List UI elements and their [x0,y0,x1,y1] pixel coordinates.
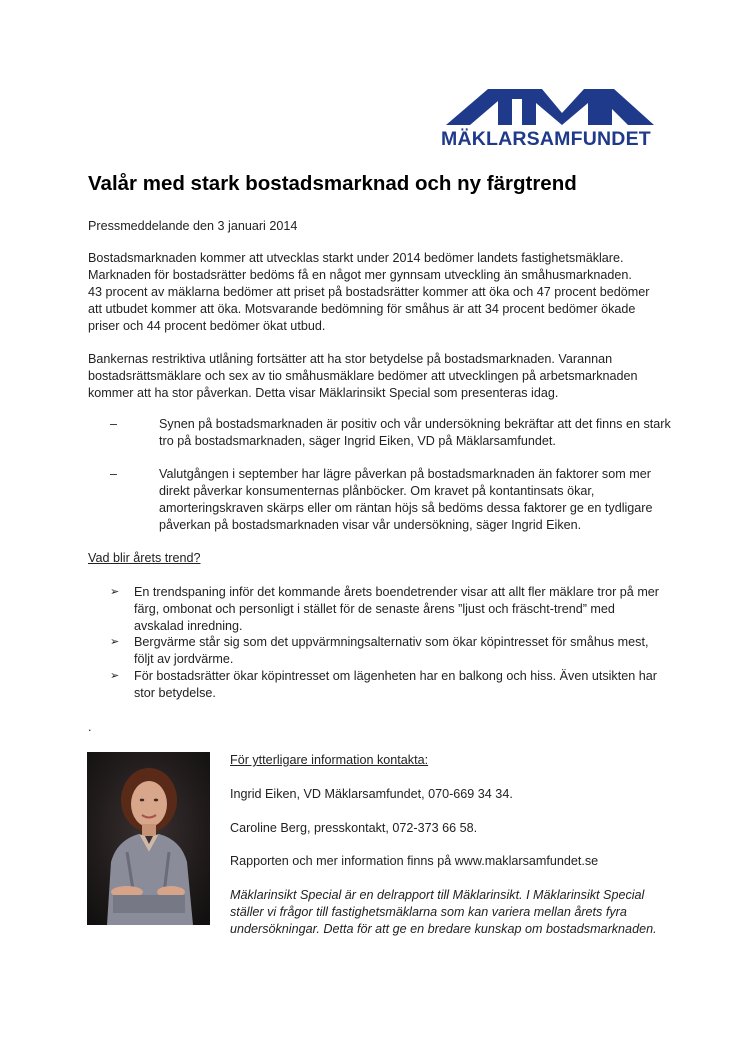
note-line: undersökningar. Detta för att ge en bredare kunskap om bostadsmarknaden. [230,922,657,936]
trend-line: följt av jordvärme. [134,652,234,666]
separator-dot-text: . [88,720,92,734]
note-line: ställer vi frågor till fastighetsmäklarna som kan variera mellan årets fyra [230,905,627,919]
logo-wordmark: MÄKLARSAMFUNDET [441,128,651,150]
quote-item [88,416,671,450]
trend-line: avskalad inredning. [134,619,243,633]
trend-line: För bostadsrätter ökar köpintresset om lägenheten har en balkong och hiss. Även utsikten har [134,669,657,683]
logo-roof-middle [512,89,600,125]
quote-line: direkt påverkar konsumenternas plånböcker. Om kravet på kontantinsats ökar, [159,484,595,498]
quote-line: amorteringskraven skärps eller om räntan höjs så bedöms dessa faktorer ge en tydligare [159,501,653,515]
paragraph-line: 43 procent av mäklarna bedömer att priset på bostadsrätter kommer att öka och 47 procent bedömer [88,285,650,299]
portrait-photo [87,752,210,925]
separator-dot [88,719,658,736]
note-line: Mäklarinsikt Special är en delrapport till Mäklarinsikt. I Mäklarinsikt Special [230,888,645,902]
paragraph-line: priser och 44 procent bedömer ökat utbud. [88,319,326,333]
paragraph-line: att utbudet kommer att öka. Motsvarande bedömning för småhus är att 34 procent bedömer ökade [88,302,636,316]
paragraph-line: Bankernas restriktiva utlåning fortsätter att ha stor betydelse på bostadsmarknaden. Varannan [88,352,613,366]
quote-line: Valutgången i september har lägre påverkan på bostadsmarknaden än faktorer som mer [159,467,651,481]
quote-line: Synen på bostadsmarknaden är positiv och vår undersökning bekräftar att det finns en stark [159,417,671,431]
paragraph-1 [88,250,658,335]
maklarsamfundet-logo-mark [442,87,656,127]
report-link-text: Rapporten och mer information finns på www.maklarsamfundet.se [230,854,599,868]
trend-item [88,634,668,668]
contact-person-2: Caroline Berg, presskontakt, 072-373 66 58. [230,821,478,835]
trend-text [134,634,648,668]
trend-heading [88,550,658,567]
trend-item [88,668,668,702]
quote-line: tro på bostadsmarknaden, säger Ingrid Eiken, VD på Mäklarsamfundet. [159,434,556,448]
trend-heading-text: Vad blir årets trend? [88,551,201,565]
contact-person-1: Ingrid Eiken, VD Mäklarsamfundet, 070-669 34 34. [230,787,513,801]
paragraph-line: bostadsrättsmäklare och sex av tio småhusmäklare bedömer att utvecklingen på arbetsmarknaden [88,369,638,383]
arrow-bullet-icon: ➢ [110,670,120,682]
paragraph-line: Marknaden för bostadsrätter bedöms få en något mer gynnsam utveckling än småhusmarknaden. [88,268,632,282]
trend-line: stor betydelse. [134,686,216,700]
dateline [88,218,658,235]
dash-bullet: – [110,467,118,481]
quote-line: påverkan på bostadsmarknaden visar vår undersökning, säger Ingrid Eiken. [159,518,582,532]
trend-text [134,668,657,702]
paragraph-line: kommer att ha stor påverkan. Detta visar Mäklarinsikt Special som presenteras idag. [88,386,559,400]
quote-item [88,466,668,534]
trend-item [88,584,668,635]
arrow-bullet-icon: ➢ [110,636,120,648]
page-title: Valår med stark bostadsmarknad och ny färgtrend [88,172,577,195]
paragraph-2 [88,351,658,402]
logo-roof-left [446,89,512,125]
trend-line: färg, ombonat och personligt i stället för de senaste årens ”ljust och fräscht-trend” med [134,602,615,616]
dash-bullet: – [110,417,118,431]
trend-line: Bergvärme står sig som det uppvärmningsalternativ som ökar köpintresset för småhus mest, [134,635,649,649]
quote-text [159,466,653,534]
paragraph-line: Bostadsmarknaden kommer att utvecklas starkt under 2014 bedömer landets fastighetsmäklare. [88,251,624,265]
trend-text [134,584,659,635]
note [230,887,657,938]
logo-roof-right [600,89,654,125]
trend-line: En trendspaning inför det kommande årets boendetrender visar att allt fler mäklare tror på mer [134,585,660,599]
contact-heading: För ytterligare information kontakta: [230,753,429,767]
dateline-text: Pressmeddelande den 3 januari 2014 [88,219,298,233]
portrait-illustration [87,752,210,925]
quote-text [159,416,671,450]
arrow-bullet-icon: ➢ [110,586,120,598]
